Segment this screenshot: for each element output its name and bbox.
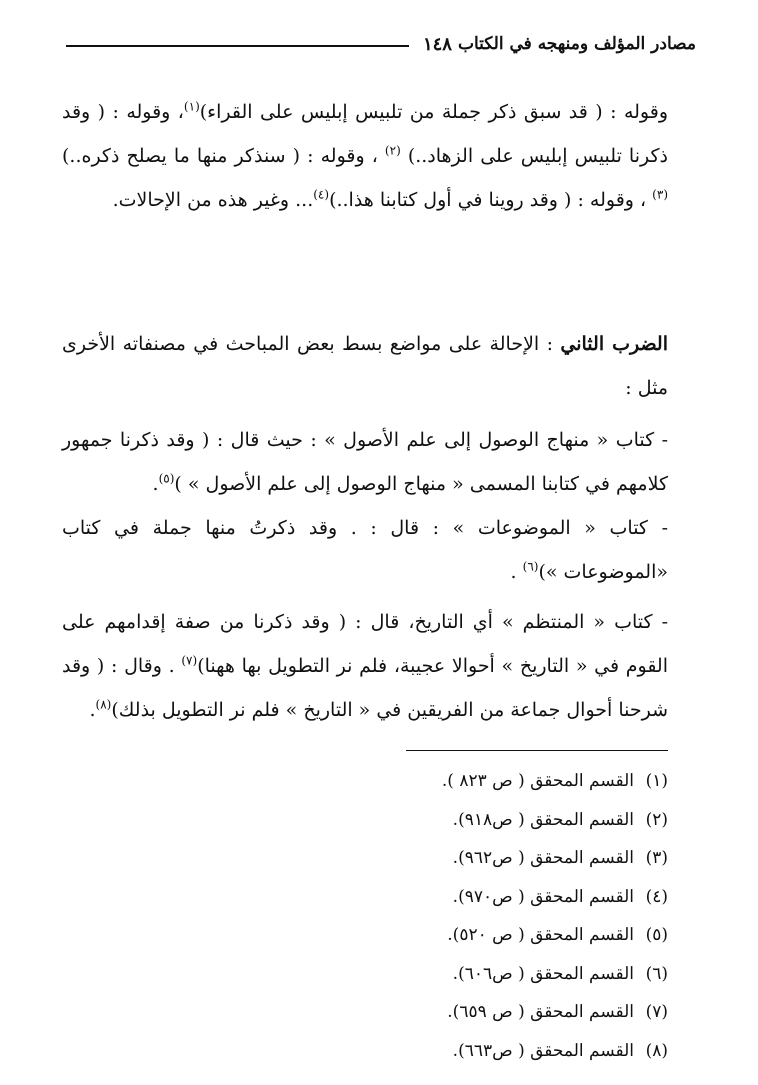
text-span: - كتاب « منهاج الوصول إلى علم الأصول » : حيث قال : ( وقد ذكرنا جمهور كلامهم في كتابنا المسمى « منهاج الوصول إلى علم الأصول » ) xyxy=(62,429,668,495)
text-span: ، وقوله : ( سنذكر منها ما يصلح ذكره..) xyxy=(62,145,385,167)
footnote-item xyxy=(200,955,668,994)
footnote-text: القسم المحقق ( ص٦٠٦). xyxy=(452,963,634,984)
footnote-text: القسم المحقق ( ص٩١٨). xyxy=(452,809,634,830)
footnote-item xyxy=(200,916,668,955)
header-title: مصادر المؤلف ومنهجه في الكتاب xyxy=(457,34,696,54)
footnote-item xyxy=(200,839,668,878)
text-span: . xyxy=(152,473,159,495)
paragraph-minhaj xyxy=(62,418,668,506)
text-span: - كتاب « الموضوعات » : قال : . وقد ذكرتُ منها جملة في كتاب «الموضوعات ») xyxy=(62,517,668,583)
footnote-ref: (٣) xyxy=(652,187,668,202)
paragraph-mawduat xyxy=(62,506,668,594)
text-span: ، وقوله : ( وقد روينا في أول كتابنا هذا..) xyxy=(329,189,653,211)
footnote-item xyxy=(200,1032,668,1071)
footnote-item xyxy=(200,762,668,801)
footnote-item xyxy=(200,878,668,917)
header-rule xyxy=(66,45,409,47)
footnote-text: القسم المحقق ( ص ٨٢٣ ). xyxy=(441,771,634,791)
footnote-text: القسم المحقق ( ص٩٦٢). xyxy=(452,848,634,868)
footnote-number: (٣) xyxy=(645,848,668,868)
footnote-divider xyxy=(406,750,668,751)
footnote-number: (١) xyxy=(645,771,668,791)
paragraph-references xyxy=(62,90,668,222)
footnote-list xyxy=(200,762,668,1070)
footnote-text: القسم المحقق ( ص ٦٥٩). xyxy=(447,1002,634,1022)
footnote-ref: (١) xyxy=(183,99,200,114)
page-number: ١٤٨ xyxy=(422,33,452,55)
section-lead: الضرب الثاني xyxy=(560,333,668,355)
footnote-text: القسم المحقق ( ص٩٧٠). xyxy=(452,886,634,907)
footnote-number: (٢) xyxy=(645,809,668,830)
footnote-text: القسم المحقق ( ص٦٦٣). xyxy=(452,1040,634,1061)
text-span: . وقال : ( وقد شرحنا أحوال جماعة من الفريقين في « التاريخ » فلم نر التطويل بذلك) xyxy=(62,655,668,721)
footnote-number: (٧) xyxy=(645,1002,668,1022)
footnote-ref: (٤) xyxy=(313,187,330,202)
text-span: : الإحالة على مواضع بسط بعض المباحث في مصنفاته الأخرى مثل : xyxy=(62,333,668,399)
running-header xyxy=(66,28,696,60)
paragraph-second-type xyxy=(62,322,668,410)
text-span: ... وغير هذه من الإحالات. xyxy=(112,189,314,211)
text-span: ، وقوله : ( وقد ذكرنا تلبيس إبليس على الزهاد..) xyxy=(62,101,669,167)
footnote-item xyxy=(200,993,668,1032)
text-span: وقوله : ( قد سبق ذكر جملة من تلبيس إبليس على القراء) xyxy=(199,101,668,123)
footnote-ref: (٢) xyxy=(384,143,401,158)
footnote-number: (٤) xyxy=(645,886,668,907)
footnote-ref: (٦) xyxy=(522,559,539,574)
footnote-number: (٨) xyxy=(645,1040,668,1061)
footnote-ref: (٨) xyxy=(95,697,112,712)
footnote-ref: (٥) xyxy=(158,471,175,486)
text-span: . xyxy=(89,699,96,721)
footnote-text: القسم المحقق ( ص ٥٢٠). xyxy=(447,925,634,945)
footnote-item xyxy=(200,801,668,840)
text-span: - كتاب « المنتظم » أي التاريخ، قال : ( وقد ذكرنا من صفة إقدامهم على القوم في « التاريخ » أحوالا عجيبة، فلم نر التطويل بها ههنا) xyxy=(62,611,668,677)
footnote-number: (٦) xyxy=(645,963,668,984)
paragraph-muntazam xyxy=(62,600,668,732)
text-span: . xyxy=(510,561,523,583)
footnote-ref: (٧) xyxy=(181,653,198,668)
footnote-number: (٥) xyxy=(645,925,668,945)
